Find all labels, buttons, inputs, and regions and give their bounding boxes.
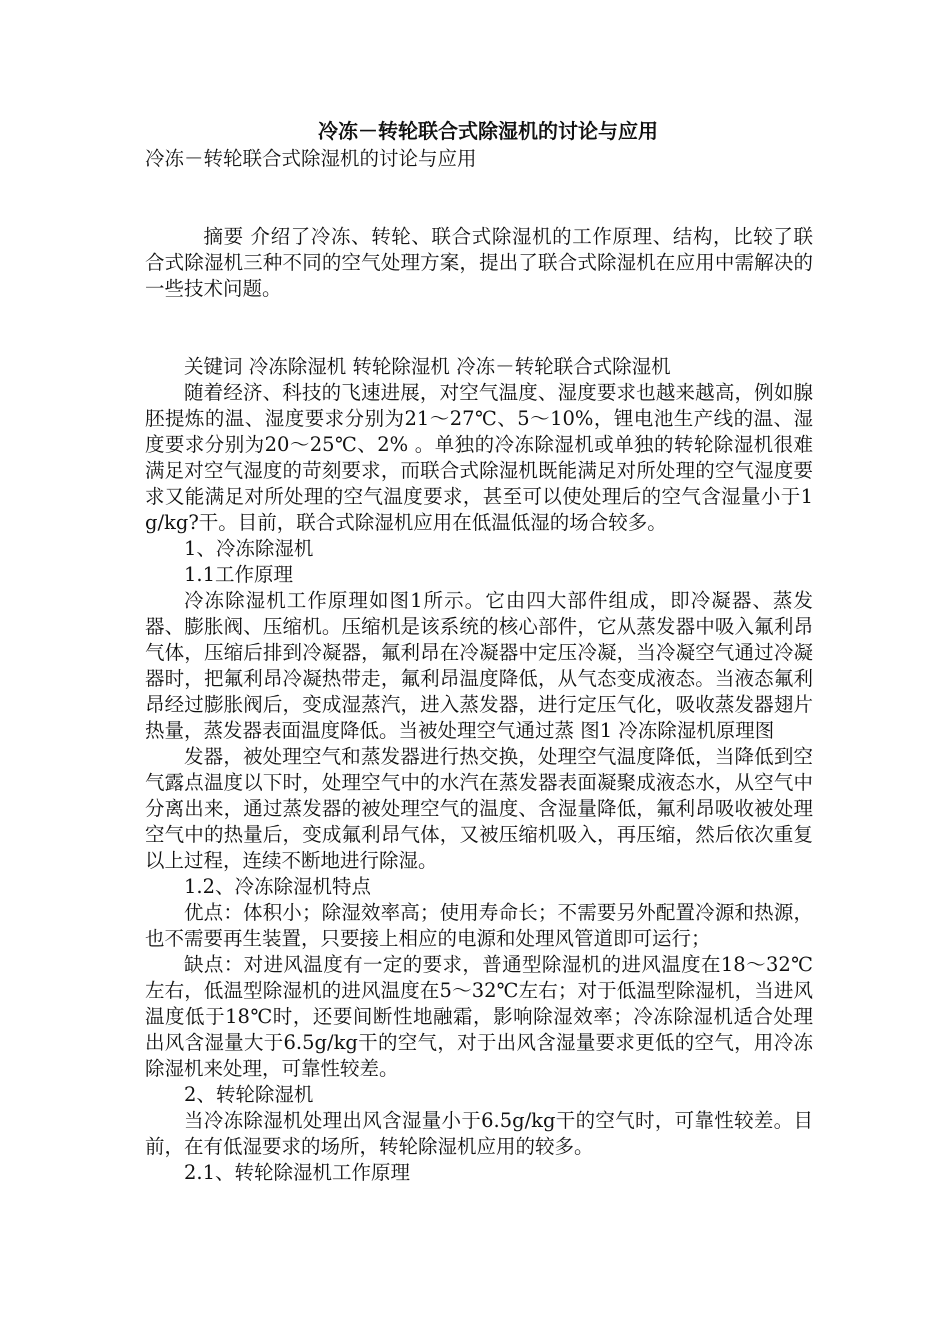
pros-paragraph: 优点：体积小；除湿效率高；使用寿命长；不需要另外配置冷源和热源，也不需要再生装置，只要接上相应的电源和处理风管道即可运行； (145, 901, 813, 950)
document-title: 冷冻－转轮联合式除湿机的讨论与应用 (318, 119, 658, 143)
body-paragraph: 当冷冻除湿机处理出风含湿量小于6.5g/kg干的空气时，可靠性较差。目前，在有低湿要求的场所，转轮除湿机应用的较多。 (145, 1109, 813, 1158)
body-paragraph: 冷冻除湿机工作原理如图1所示。它由四大部件组成，即冷凝器、蒸发器、膨胀阀、压缩机。压缩机是该系统的核心部件，它从蒸发器中吸入氟利昂气体，压缩后排到冷凝器，氟利昂在冷凝器中定压冷凝，当冷凝空气通过冷凝器时，把氟利昂冷凝热带走，氟利昂温度降低，从气态变成液态。当液态氟利昂经过膨胀阀后，变成湿蒸汽，进入蒸发器，进行定压气化，吸收蒸发器翅片热量，蒸发器表面温度降低。当被处理空气通过蒸 图1 冷冻除湿机原理图 (145, 589, 813, 742)
abstract-paragraph: 摘要 介绍了冷冻、转轮、联合式除湿机的工作原理、结构，比较了联合式除湿机三种不同的空气处理方案，提出了联合式除湿机在应用中需解决的一些技术问题。 (145, 225, 813, 300)
subsection-heading: 1.2、冷冻除湿机特点 (184, 875, 372, 898)
subsection-heading: 1.1工作原理 (184, 563, 294, 586)
spacer (145, 302, 813, 354)
keywords-paragraph: 关键词 冷冻除湿机 转轮除湿机 冷冻－转轮联合式除湿机 (184, 355, 671, 378)
section-heading: 1、冷冻除湿机 (184, 537, 314, 560)
intro-paragraph: 随着经济、科技的飞速进展，对空气温度、湿度要求也越来越高，例如腺胚提炼的温、湿度要求分别为21～27℃、5～10%，锂电池生产线的温、湿度要求分别为20～25℃、2% 。单独的冷冻除湿机或单独的转轮除湿机很难满足对空气湿度的苛刻要求，而联合式除湿机既能满足对所处理的空气湿度要求又能满足对所处理的空气温度要求，甚至可以使处理后的空气含湿量小于1g/kg?干。目前，联合式除湿机应用在低温低湿的场合较多。 (145, 381, 813, 534)
document-body (145, 118, 813, 1186)
subsection-heading: 2.1、转轮除湿机工作原理 (184, 1161, 411, 1184)
document-subtitle: 冷冻－转轮联合式除湿机的讨论与应用 (145, 147, 477, 170)
spacer (145, 172, 813, 224)
body-paragraph: 发器，被处理空气和蒸发器进行热交换，处理空气温度降低，当降低到空气露点温度以下时，处理空气中的水汽在蒸发器表面凝聚成液态水，从空气中分离出来，通过蒸发器的被处理空气的温度、含湿量降低，氟利昂吸收被处理空气中的热量后，变成氟利昂气体，又被压缩机吸入，再压缩，然后依次重复以上过程，连续不断地进行除湿。 (145, 745, 813, 872)
section-heading: 2、转轮除湿机 (184, 1083, 314, 1106)
cons-paragraph: 缺点：对进风温度有一定的要求，普通型除湿机的进风温度在18～32℃左右，低温型除湿机的进风温度在5～32℃左右；对于低温型除湿机，当进风温度低于18℃时，还要间断性地融霜，影响除湿效率；冷冻除湿机适合处理出风含湿量大于6.5g/kg干的空气，对于出风含湿量要求更低的空气，用冷冻除湿机来处理，可靠性较差。 (145, 953, 813, 1080)
